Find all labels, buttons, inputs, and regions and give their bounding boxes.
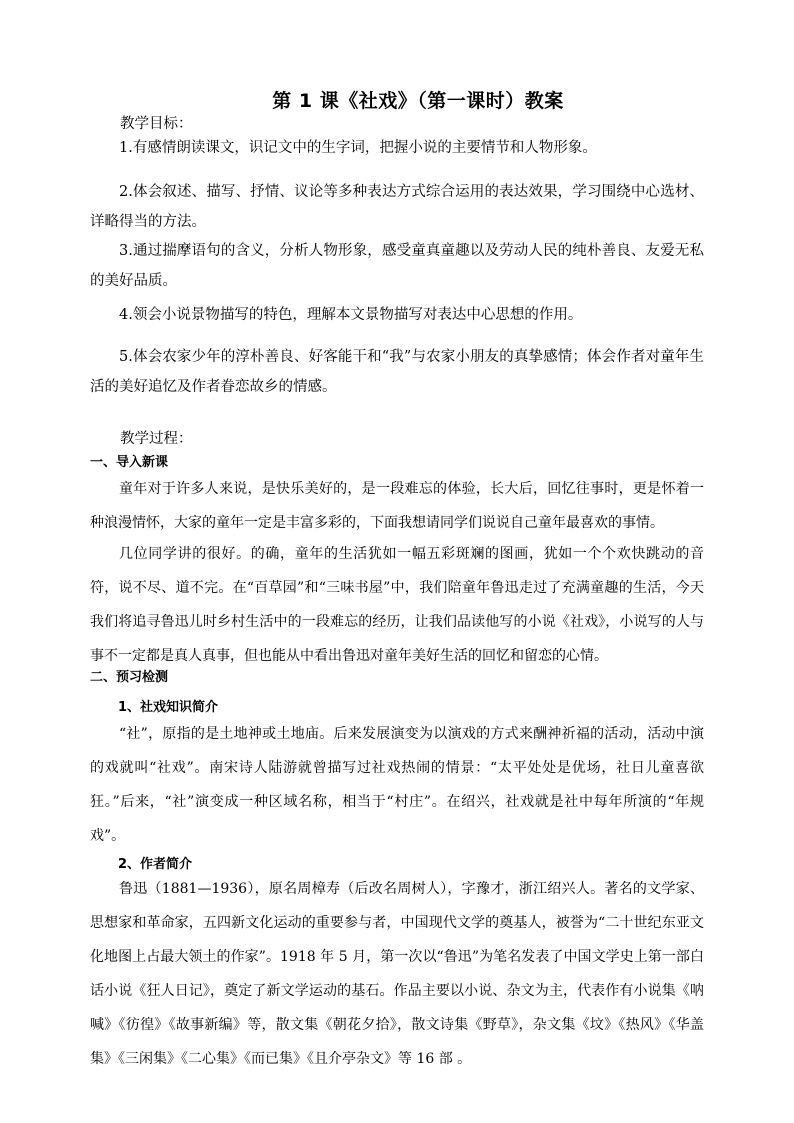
section-heading-intro: 一、导入新课 [90, 455, 169, 470]
subheading-shexi-intro: 1、社戏知识简介 [118, 700, 219, 715]
intro-paragraph-2: 几位同学讲的很好。的确，童年的生活犹如一幅五彩斑斓的图画，犹如一个个欢快跳动的音符，说不尽、道不完。在“百草园”和“三味书屋”中，我们陪童年鲁迅走过了充满童趣的生活，今天我们将追寻鲁迅儿时乡村生活中的一段难忘的经历，让我们品读他写的小说《社戏》，小说写的人与事不一定都是真人真事，但也能从中看出鲁迅对童年美好生活的回忆和留恋的心情。 [90, 546, 704, 664]
process-label: 教学过程： [120, 431, 193, 447]
subheading-author-intro: 2、作者简介 [118, 857, 193, 872]
objectives-label: 教学目标： [120, 116, 193, 132]
lesson-title: 第 1 课《社戏》（第一课时）教案 [272, 90, 564, 112]
objective-item-4: 4.领会小说景物描写的特色，理解本文景物描写对表达中心思想的作用。 [119, 307, 583, 323]
objective-item-2: 2.体会叙述、描写、抒情、议论等多种表达方式综合运用的表达效果，学习围绕中心选材、详略得当的方法。 [90, 184, 704, 230]
objective-item-5: 5.体会农家少年的淳朴善良、好客能干和“我”与农家小朋友的真挚感情；体会作者对童年生活的美好追忆及作者眷恋故乡的情感。 [90, 349, 704, 395]
intro-paragraph-1: 童年对于许多人来说，是快乐美好的，是一段难忘的体验，长大后，回忆往事时，更是怀着一种浪漫情怀，大家的童年一定是丰富多彩的，下面我想请同学们说说自己童年最喜欢的事情。 [90, 481, 704, 531]
author-intro-paragraph: 鲁迅（1881—1936），原名周樟寿（后改名周树人），字豫才，浙江绍兴人。著名的文学家、思想家和革命家，五四新文化运动的重要参与者，中国现代文学的奠基人，被誉为“二十世纪东亚文化地图上占最大领土的作家”。1918 年 5 月，第一次以“鲁迅”为笔名发表了中国文学史上第一部白话小说《狂人日记》，奠定了新文学运动的基石。作品主要以小说、杂文为主，代表作有小说集《呐喊》《彷徨》《故事新编》等，散文集《朝花夕拾》，散文诗集《野草》，杂文集《坟》《热风》《华盖集》《三闲集》《二心集》《而已集》《且介亭杂文》等 16 部 。 [90, 881, 704, 1067]
shexi-intro-paragraph: “社”，原指的是土地神或土地庙。后来发展演变为以演戏的方式来酬神祈福的活动，活动中演的戏就叫“社戏”。南宋诗人陆游就曾描写过社戏热闹的情景：“太平处处是优场，社日儿童喜欲狂。”后来，“社”演变成一种区域名称，相当于“村庄”。在绍兴，社戏就是社中每年所演的“年规戏”。 [90, 726, 704, 844]
objective-item-1: 1.有感情朗读课文，识记文中的生字词，把握小说的主要情节和人物形象。 [119, 140, 597, 156]
section-heading-preview: 二、预习检测 [90, 670, 169, 685]
objective-item-3: 3.通过揣摩语句的含义，分析人物形象，感受童真童趣以及劳动人民的纯朴善良、友爱无私的美好品质。 [90, 243, 704, 289]
